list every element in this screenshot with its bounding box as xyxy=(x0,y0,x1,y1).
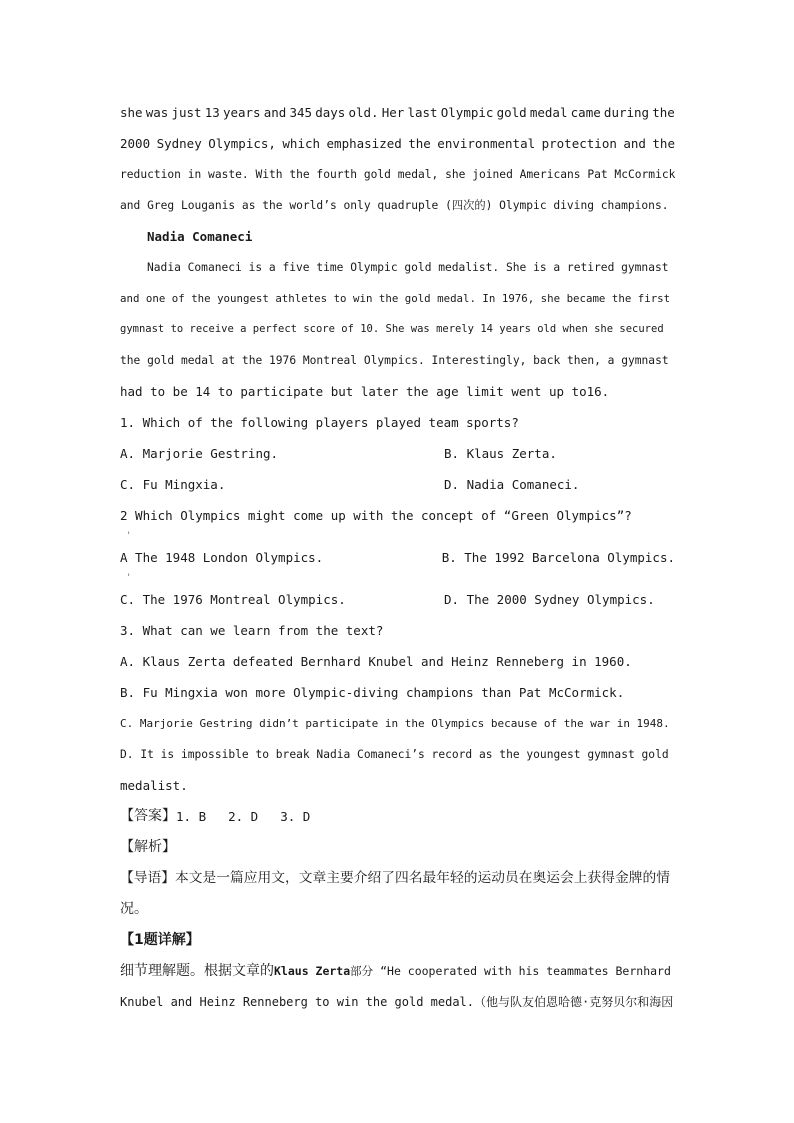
answer-line xyxy=(120,801,675,832)
question-2-option-b: B. The 1992 Barcelona Olympics. xyxy=(441,550,675,565)
question-3-stem: 3. What can we learn from the text? xyxy=(120,623,384,638)
passage-line: reduction in waste. With the fourth gold medal, she joined Americans Pat McCormick xyxy=(120,168,676,181)
answer-label: 【答案】 xyxy=(120,808,176,824)
passage-line: and Greg Louganis as the world’s only quadruple (四次的) Olympic diving champions. xyxy=(120,199,669,212)
question-1-stem: 1. Which of the following players played team sports? xyxy=(120,415,519,430)
answer-item: 3. D xyxy=(280,809,311,824)
question-3-option-d-cont: medalist. xyxy=(120,778,188,793)
passage-line: the gold medal at the 1976 Montreal Olympics. Interestingly, back then, a gymnast xyxy=(120,354,669,367)
question-1-option-a: A. Marjorie Gestring. xyxy=(120,446,279,461)
q1-detail-line-2: Knubel and Heinz Renneberg to win the gold medal.（他与队友伯恩哈德·克努贝尔和海因 xyxy=(120,995,674,1009)
answer-item: 2. D xyxy=(228,809,259,824)
question-1-options-row xyxy=(120,438,675,469)
passage-line: and one of the youngest athletes to win the gold medal. In 1976, she became the first xyxy=(120,292,671,305)
analysis-label: 【解析】 xyxy=(120,839,176,855)
q1-detail-label: 【1题详解】 xyxy=(120,932,200,948)
passage-line: 2000 Sydney Olympics, which emphasized the environmental protection and the xyxy=(120,136,675,151)
guide-line xyxy=(120,863,675,894)
q1-detail-suffix: 部分 “He cooperated with his teammates Bernhard xyxy=(350,964,671,978)
q1-detail-bold: Klaus Zerta xyxy=(274,964,351,978)
question-2-options-row xyxy=(120,542,675,573)
question-2-option-c: C. The 1976 Montreal Olympics. xyxy=(120,592,346,607)
passage-line: had to be 14 to participate but later the age limit went up to16. xyxy=(120,384,610,399)
guide-line-2: 况。 xyxy=(120,901,148,917)
passage-line: she was just 13 years and 345 days old. Her last Olympic gold medal came during the xyxy=(120,105,675,120)
section-heading: Nadia Comaneci xyxy=(147,229,253,244)
question-1-option-c: C. Fu Mingxia. xyxy=(120,477,226,492)
question-3-option-b: B. Fu Mingxia won more Olympic-diving champions than Pat McCormick. xyxy=(120,685,625,700)
tick-mark: ' xyxy=(126,573,132,583)
question-2-option-d: D. The 2000 Sydney Olympics. xyxy=(444,592,655,607)
guide-label: 【导语】 xyxy=(120,870,176,886)
passage-line: gymnast to receive a perfect score of 10. She was merely 14 years old when she secured xyxy=(120,323,664,335)
q1-detail-line xyxy=(120,956,675,987)
question-2-stem: 2 Which Olympics might come up with the concept of “Green Olympics”? xyxy=(120,508,632,523)
question-3-option-d: D. It is impossible to break Nadia Comaneci’s record as the youngest gymnast gold xyxy=(120,748,669,761)
question-1-option-b: B. Klaus Zerta. xyxy=(444,446,557,461)
document-page xyxy=(120,97,675,1018)
q1-detail-prefix: 细节理解题。根据文章的 xyxy=(120,963,274,979)
guide-text: 本文是一篇应用文，文章主要介绍了四名最年轻的运动员在奥运会上获得金牌的情 xyxy=(175,870,671,886)
tick-mark: ' xyxy=(126,531,132,541)
question-3-option-a: A. Klaus Zerta defeated Bernhard Knubel and Heinz Renneberg in 1960. xyxy=(120,654,632,669)
question-1-option-d: D. Nadia Comaneci. xyxy=(444,477,580,492)
answer-item: 1. B xyxy=(176,809,207,824)
question-3-option-c: C. Marjorie Gestring didn’t participate in the Olympics because of the war in 1948. xyxy=(120,717,670,730)
question-2-options-row xyxy=(120,584,675,615)
question-2-option-a: A The 1948 London Olympics. xyxy=(120,550,324,565)
passage-line: Nadia Comaneci is a five time Olympic gold medalist. She is a retired gymnast xyxy=(147,261,669,274)
question-1-options-row xyxy=(120,469,675,500)
